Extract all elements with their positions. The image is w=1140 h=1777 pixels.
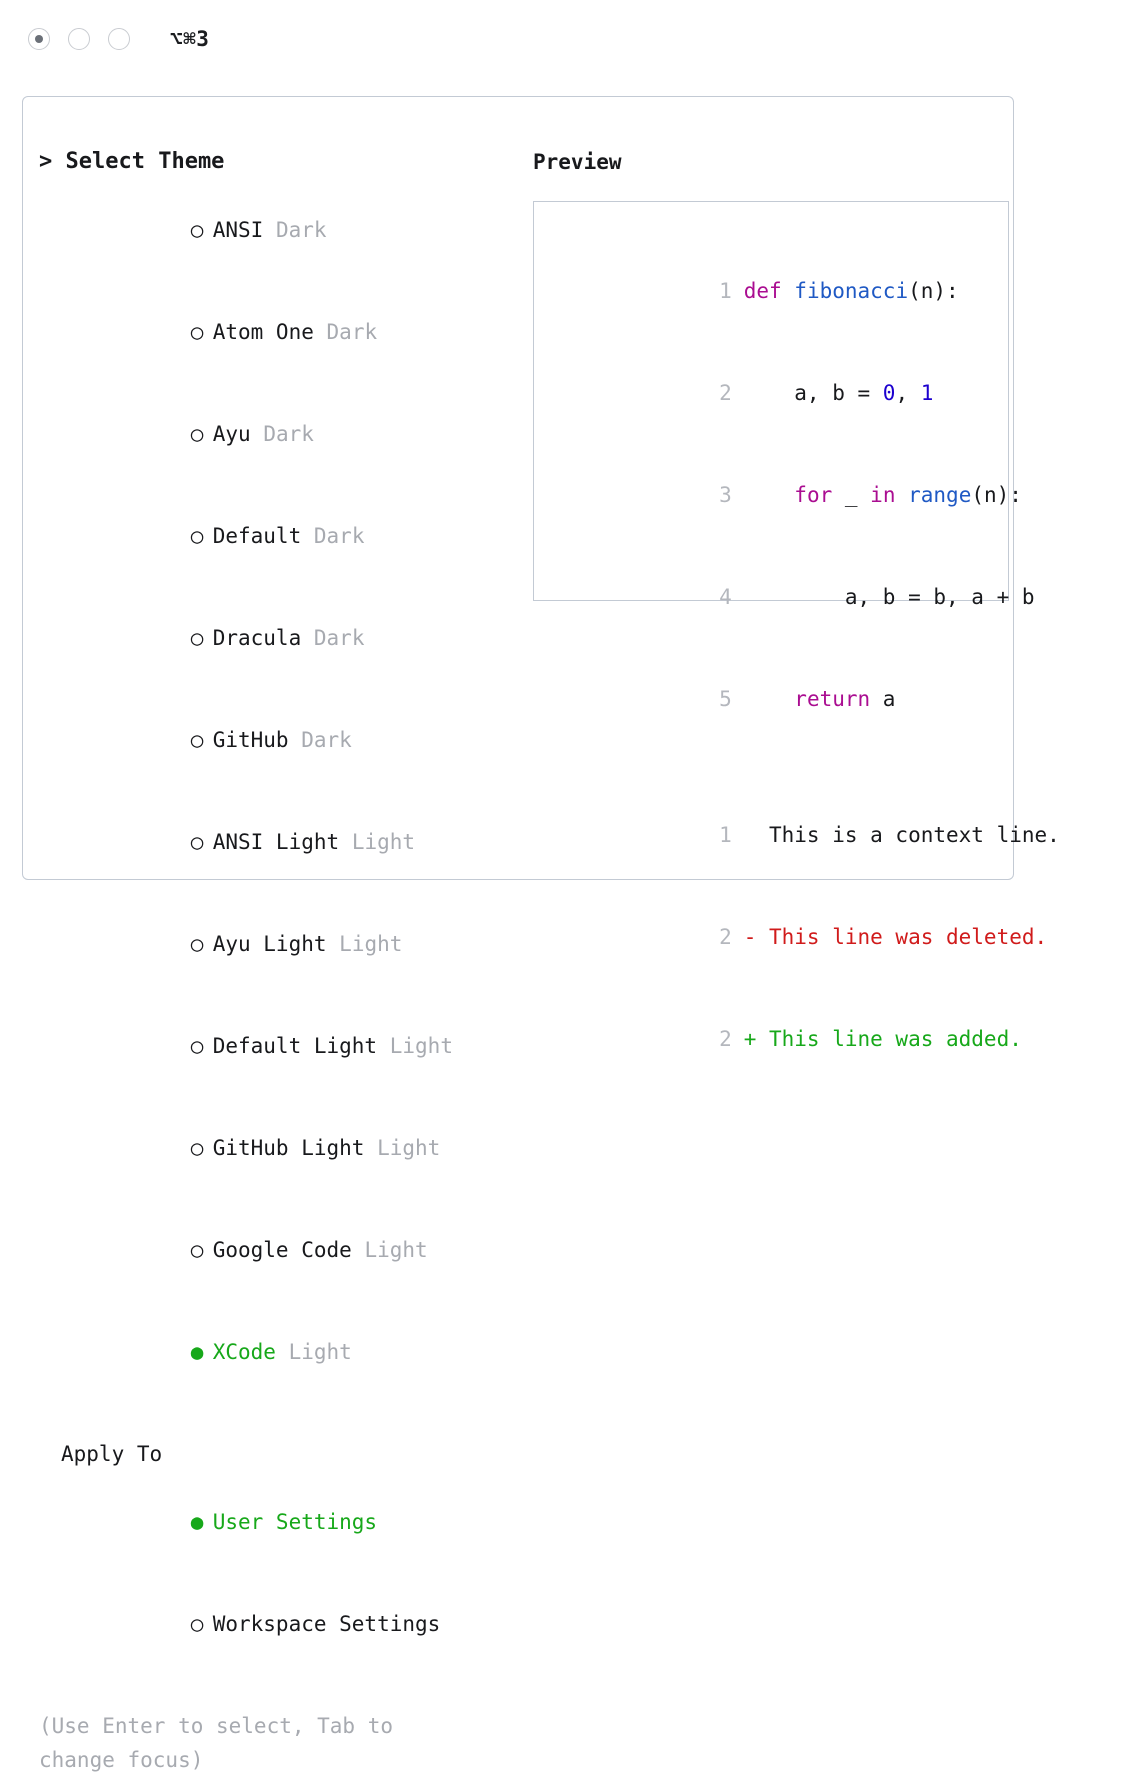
code-token: return (794, 687, 871, 711)
theme-picker-panel (22, 96, 1060, 1772)
radio-selected-icon: ● (190, 1340, 204, 1364)
code-token: a (870, 687, 896, 711)
theme-variant-label: Light (351, 830, 416, 854)
radio-icon: ○ (190, 422, 204, 446)
theme-option-list (39, 179, 509, 1403)
preview-column (509, 145, 1060, 1051)
theme-option-default-light[interactable] (39, 995, 509, 1097)
line-number: 4 (719, 585, 732, 609)
code-token: , (895, 381, 921, 405)
theme-option-label: Ayu (212, 422, 251, 446)
diff-line-context (554, 784, 1060, 886)
diff-line-added (554, 988, 1022, 1090)
code-token (895, 483, 908, 507)
apply-to-label: Workspace Settings (212, 1612, 441, 1636)
radio-selected-icon: ● (190, 1510, 204, 1534)
radio-icon: ○ (190, 1612, 204, 1636)
theme-option-label: Default (212, 524, 302, 548)
theme-option-label: Ayu Light (212, 932, 327, 956)
title-bar (0, 0, 1140, 78)
code-token: (n): (908, 279, 959, 303)
theme-variant-label: Dark (263, 422, 314, 446)
theme-variant-label: Dark (326, 320, 378, 344)
theme-variant-label: Light (377, 1136, 441, 1160)
code-token: a, b = b, a + b (743, 585, 1035, 609)
theme-option-label: Default Light (212, 1034, 378, 1058)
window-dot-2[interactable] (68, 28, 90, 50)
code-token: for (794, 483, 833, 507)
diff-text: + This line was added. (743, 1027, 1022, 1051)
code-line (554, 444, 1022, 546)
line-number: 2 (719, 381, 732, 405)
apply-to-user-settings[interactable] (39, 1471, 509, 1573)
line-number: 2 (719, 1027, 732, 1051)
theme-option-default-dark[interactable] (39, 485, 509, 587)
code-line (554, 342, 1008, 444)
radio-icon: ○ (190, 1034, 204, 1058)
radio-icon: ○ (190, 218, 204, 242)
code-token: in (870, 483, 896, 507)
preview-box (533, 201, 1060, 1051)
code-token: 0 (882, 381, 896, 405)
line-number: 1 (719, 823, 732, 847)
code-token: a, b = (743, 381, 883, 405)
line-number: 3 (719, 483, 732, 507)
theme-variant-label: Dark (301, 728, 352, 752)
radio-icon: ○ (190, 626, 204, 650)
code-token (744, 483, 795, 507)
code-line (554, 648, 1008, 750)
theme-option-atom-one-dark[interactable] (39, 281, 509, 383)
theme-option-dracula-dark[interactable] (39, 587, 509, 689)
code-blank-line (554, 750, 1008, 784)
code-token: _ (832, 483, 871, 507)
theme-option-label: ANSI (212, 218, 264, 242)
select-theme-heading: > Select Theme (39, 149, 225, 174)
code-token: range (908, 483, 972, 507)
code-token (744, 687, 795, 711)
apply-to-workspace-settings[interactable] (39, 1573, 509, 1675)
preview-heading: Preview (533, 150, 622, 174)
theme-option-label: Dracula (212, 626, 302, 650)
theme-option-github-dark[interactable] (39, 689, 509, 791)
theme-option-ayu-dark[interactable] (39, 383, 509, 485)
theme-variant-label: Dark (313, 626, 365, 650)
theme-variant-label: Light (339, 932, 403, 956)
theme-option-label: GitHub Light (212, 1136, 365, 1160)
keyboard-hint-text: (Use Enter to select, Tab to change focus) (39, 1714, 406, 1772)
theme-variant-label: Light (364, 1238, 428, 1262)
radio-icon: ○ (190, 320, 204, 344)
keyboard-shortcut-label: ⌥⌘3 (170, 27, 210, 51)
theme-option-google-code[interactable] (39, 1199, 509, 1301)
theme-option-label: Atom One (212, 320, 314, 344)
radio-icon: ○ (190, 830, 204, 854)
radio-icon: ○ (190, 1238, 204, 1262)
theme-option-xcode-light[interactable] (39, 1301, 509, 1403)
line-number: 5 (719, 687, 732, 711)
diff-line-deleted (554, 886, 1048, 988)
radio-icon: ○ (190, 728, 204, 752)
theme-option-label: XCode (212, 1340, 276, 1364)
code-token: def (743, 279, 795, 303)
code-line (554, 546, 1035, 648)
theme-option-github-light[interactable] (39, 1097, 509, 1199)
radio-icon: ○ (190, 932, 204, 956)
theme-option-ansi-light[interactable] (39, 791, 509, 893)
line-number: 2 (719, 925, 732, 949)
diff-text: This is a context line. (743, 823, 1060, 847)
window-dot-active[interactable] (28, 28, 50, 50)
apply-to-label: User Settings (212, 1510, 378, 1534)
code-token: fibonacci (794, 279, 909, 303)
theme-list-column (39, 145, 509, 1772)
theme-option-label: ANSI Light (212, 830, 340, 854)
theme-variant-label: Light (389, 1034, 453, 1058)
radio-icon: ○ (190, 1136, 204, 1160)
window-dot-3[interactable] (108, 28, 130, 50)
theme-variant-label: Dark (275, 218, 327, 242)
diff-text: - This line was deleted. (743, 925, 1048, 949)
theme-option-ayu-light[interactable] (39, 893, 509, 995)
theme-option-label: GitHub (212, 728, 289, 752)
theme-variant-label: Light (288, 1340, 352, 1364)
code-line (554, 240, 1008, 342)
code-token: 1 (920, 381, 934, 405)
theme-option-label: Google Code (212, 1238, 352, 1262)
theme-variant-label: Dark (313, 524, 365, 548)
theme-option-ansi-dark[interactable] (39, 179, 509, 281)
code-token: (n): (971, 483, 1022, 507)
apply-to-heading: Apply To (61, 1442, 163, 1466)
radio-icon: ○ (190, 524, 204, 548)
line-number: 1 (719, 279, 732, 303)
apply-to-option-list (39, 1471, 509, 1675)
